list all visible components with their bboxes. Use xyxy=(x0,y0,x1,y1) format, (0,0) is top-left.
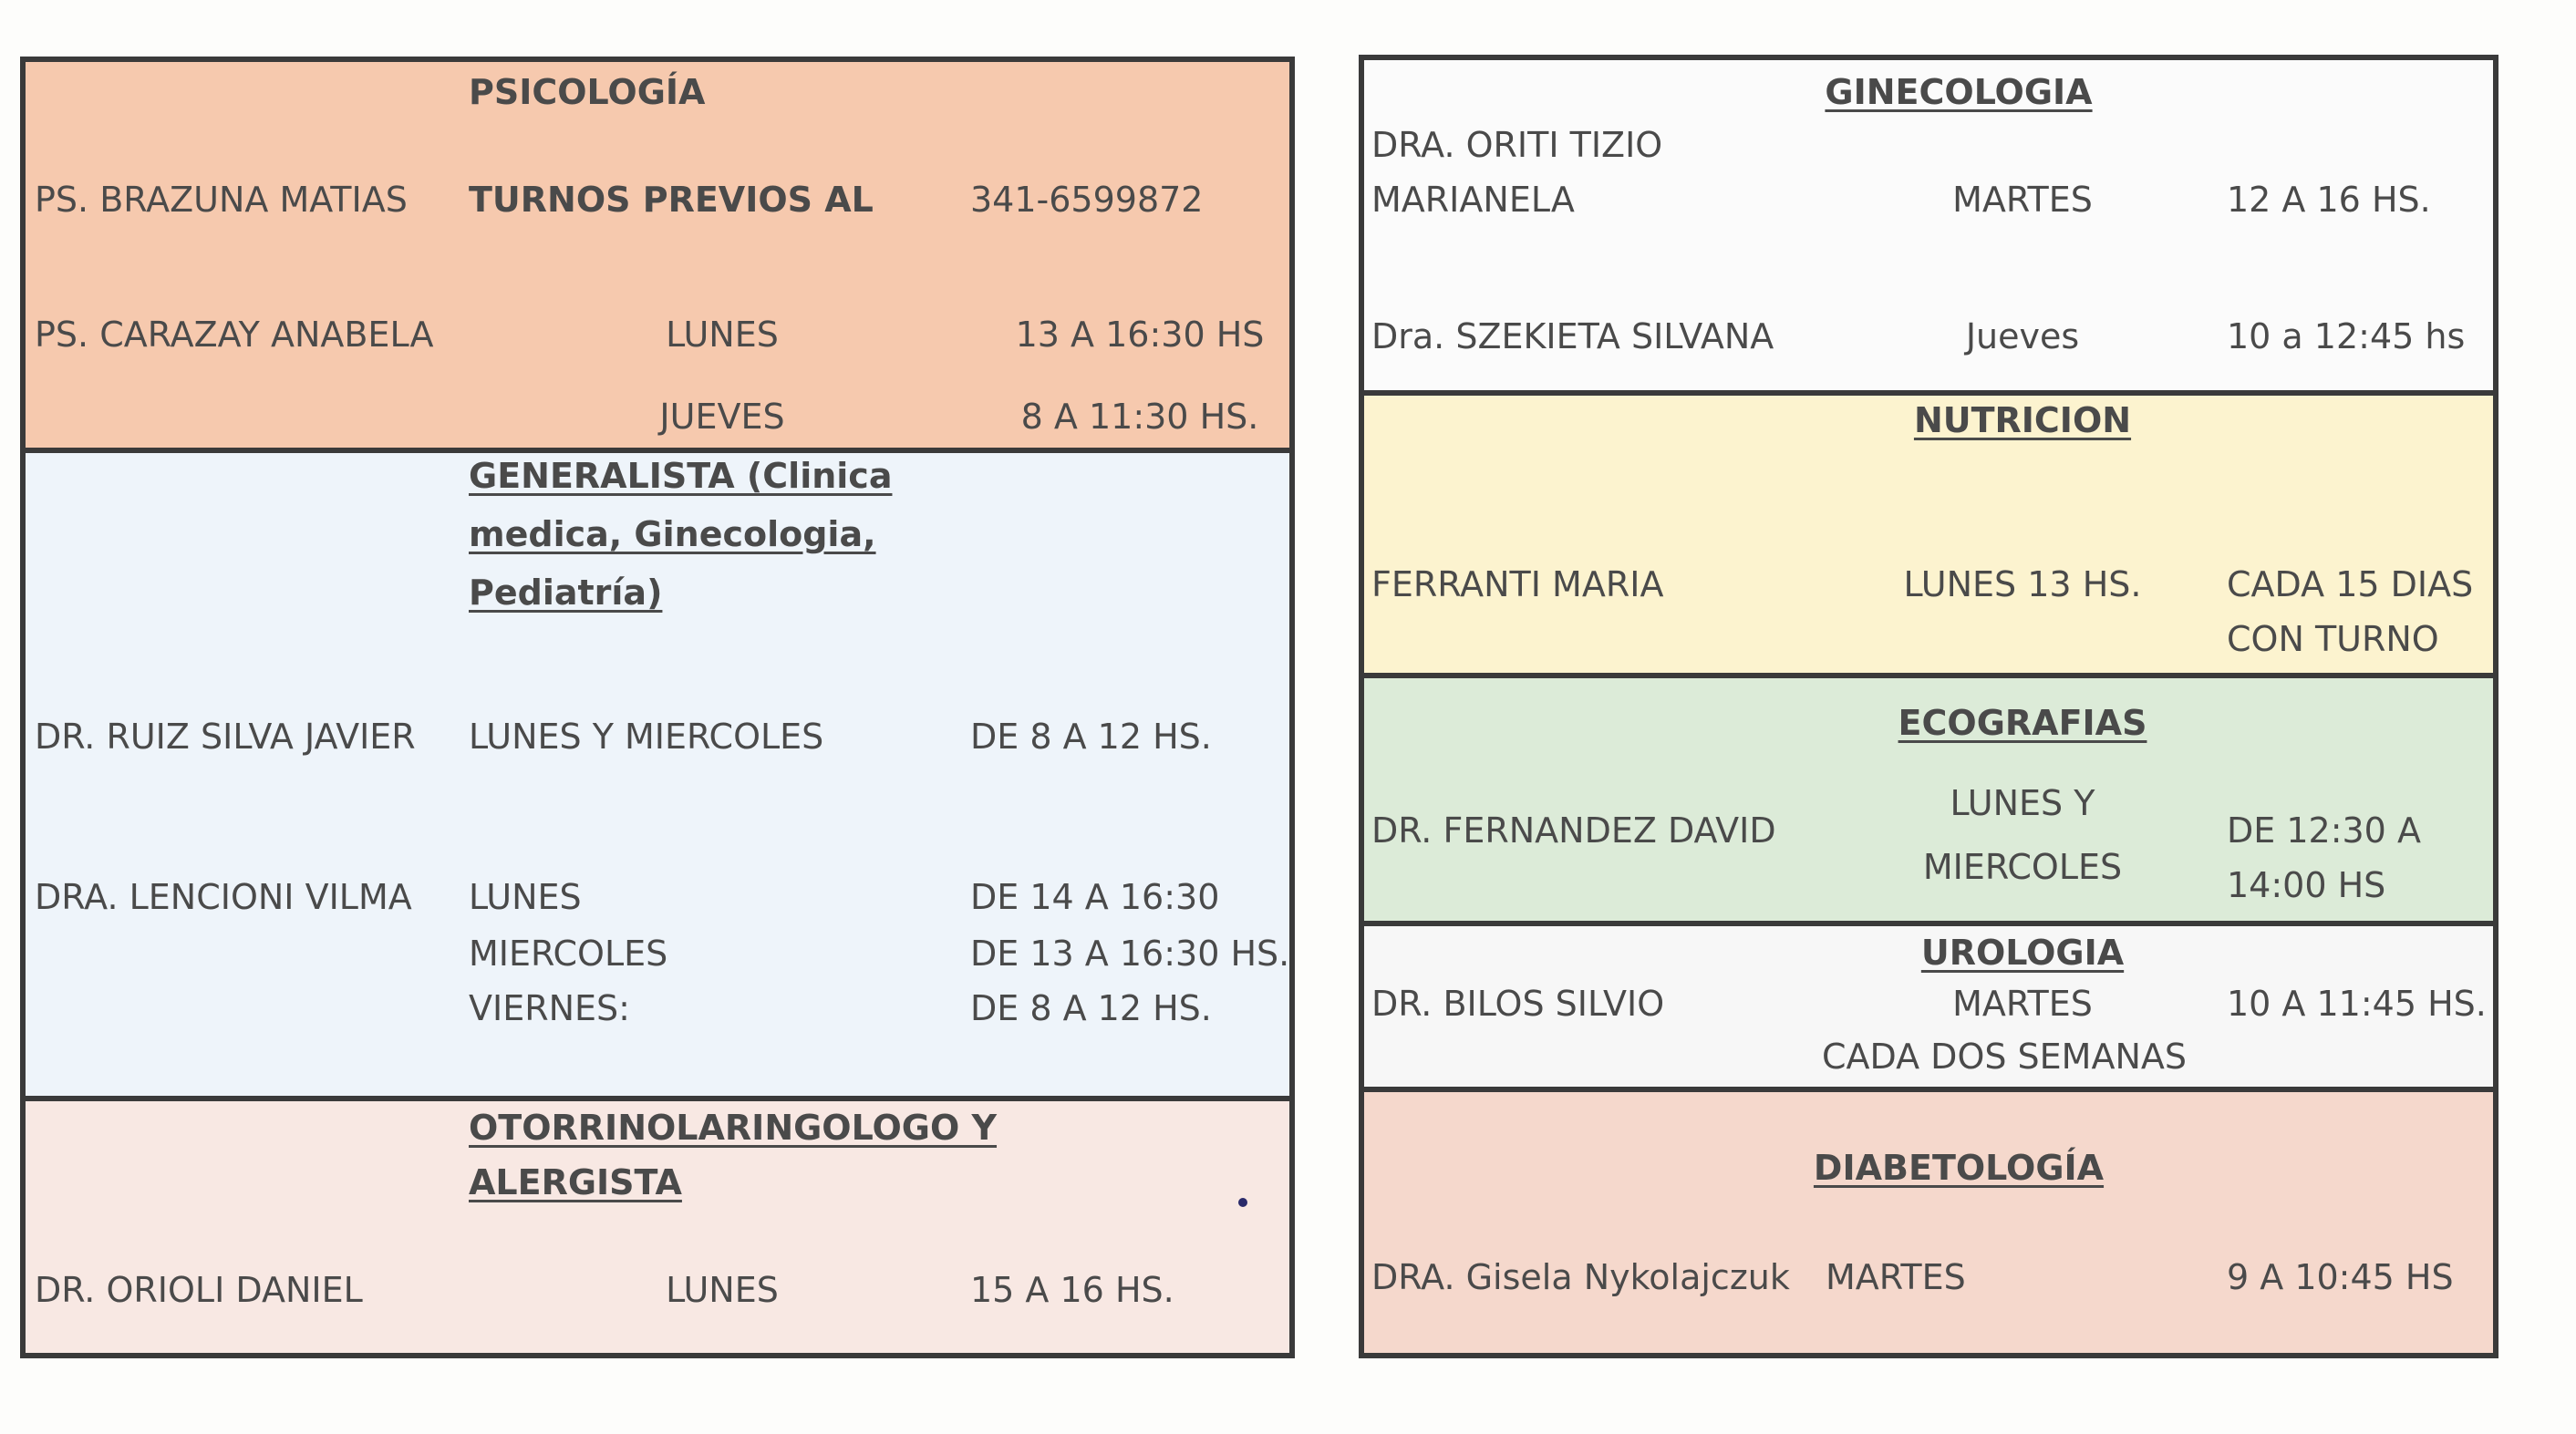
urologia-title: UROLOGIA xyxy=(1920,933,2125,973)
generalista-time-viernes: DE 8 A 12 HS. xyxy=(970,988,1212,1028)
nutricion-day: LUNES 13 HS. xyxy=(1903,564,2142,604)
generalista-time-miercoles: DE 13 A 16:30 HS. xyxy=(970,934,1290,974)
generalista-name-ruiz: DR. RUIZ SILVA JAVIER xyxy=(35,717,416,757)
generalista-day-miercoles: MIERCOLES xyxy=(469,934,668,974)
ginecologia-title: GINECOLOGIA xyxy=(1825,72,2093,112)
generalista-name-lencioni: DRA. LENCIONI VILMA xyxy=(35,877,412,917)
ecografias-days-line2: MIERCOLES xyxy=(1922,847,2123,887)
diabetologia-day-martes: MARTES xyxy=(1826,1257,1966,1297)
psicologia-turnos-note: TURNOS PREVIOS AL xyxy=(469,180,874,220)
ecografias-days-line1: LUNES Y xyxy=(1950,783,2095,823)
psicologia-name-carazay: PS. CARAZAY ANABELA xyxy=(35,315,434,355)
ecografias-title: ECOGRAFIAS xyxy=(1898,703,2147,743)
right-schedule-table xyxy=(1359,55,2498,1358)
psicologia-title: PSICOLOGÍA xyxy=(469,72,706,112)
ginecologia-day-jueves: Jueves xyxy=(1965,316,2080,356)
section-diabetologia xyxy=(1364,1087,2493,1353)
ginecologia-name-oriti-line1: DRA. ORITI TIZIO xyxy=(1371,125,1663,165)
generalista-title-line1: GENERALISTA (Clinica xyxy=(469,456,893,496)
generalista-day-viernes: VIERNES: xyxy=(469,988,630,1028)
generalista-days-ruiz: LUNES Y MIERCOLES xyxy=(469,717,824,757)
nutricion-frequency-line2: CON TURNO xyxy=(2227,619,2439,659)
urologia-frequency: CADA DOS SEMANAS xyxy=(1821,1037,2188,1077)
otorrino-name-orioli: DR. ORIOLI DANIEL xyxy=(35,1270,363,1310)
ginecologia-name-oriti-line2: MARIANELA xyxy=(1371,180,1575,220)
section-nutricion xyxy=(1364,390,2493,673)
otorrino-title-line2: ALERGISTA xyxy=(469,1162,682,1202)
urologia-time: 10 A 11:45 HS. xyxy=(2227,984,2487,1024)
ecografias-time-line1: DE 12:30 A xyxy=(2227,810,2421,851)
otorrino-day-lunes: LUNES xyxy=(666,1270,779,1310)
nutricion-frequency-line1: CADA 15 DIAS xyxy=(2227,564,2474,604)
nutricion-title: NUTRICION xyxy=(1913,400,2132,440)
psicologia-time-lunes: 13 A 16:30 HS xyxy=(1015,315,1265,355)
section-ecografias xyxy=(1364,673,2493,921)
ecografias-name-fernandez: DR. FERNANDEZ DAVID xyxy=(1371,810,1776,851)
ginecologia-name-szekieta: Dra. SZEKIETA SILVANA xyxy=(1371,316,1774,356)
section-ginecologia xyxy=(1364,60,2493,390)
left-schedule-table xyxy=(20,57,1295,1358)
psicologia-name-brazuna: PS. BRAZUNA MATIAS xyxy=(35,180,408,220)
ink-dot xyxy=(1238,1198,1247,1207)
diabetologia-name-nykolajczuk: DRA. Gisela Nykolajczuk xyxy=(1371,1257,1790,1297)
generalista-time-lunes: DE 14 A 16:30 xyxy=(970,877,1220,917)
nutricion-name-ferranti: FERRANTI MARIA xyxy=(1371,564,1664,604)
otorrino-title-line1: OTORRINOLARINGOLOGO Y xyxy=(469,1108,998,1148)
ginecologia-day-martes: MARTES xyxy=(1952,180,2093,220)
psicologia-day-lunes: LUNES xyxy=(666,315,779,355)
generalista-title-line2: medica, Ginecologia, xyxy=(469,514,876,554)
psicologia-phone: 341-6599872 xyxy=(970,180,1204,220)
section-generalista xyxy=(26,448,1289,1096)
ecografias-time-line2: 14:00 HS xyxy=(2227,865,2386,905)
generalista-time-ruiz: DE 8 A 12 HS. xyxy=(970,717,1212,757)
section-otorrino xyxy=(26,1096,1289,1353)
ginecologia-time-martes: 12 A 16 HS. xyxy=(2227,180,2431,220)
ginecologia-time-jueves: 10 a 12:45 hs xyxy=(2227,316,2466,356)
generalista-title-line3: Pediatría) xyxy=(469,573,663,613)
urologia-name-bilos: DR. BILOS SILVIO xyxy=(1371,984,1665,1024)
psicologia-day-jueves: JUEVES xyxy=(659,397,785,437)
section-psicologia xyxy=(26,62,1289,448)
otorrino-time: 15 A 16 HS. xyxy=(970,1270,1174,1310)
section-urologia xyxy=(1364,921,2493,1087)
psicologia-time-jueves: 8 A 11:30 HS. xyxy=(1020,397,1259,437)
urologia-day-martes: MARTES xyxy=(1952,984,2093,1024)
diabetologia-title: DIABETOLOGÍA xyxy=(1813,1148,2105,1188)
diabetologia-time: 9 A 10:45 HS xyxy=(2227,1257,2454,1297)
generalista-day-lunes: LUNES xyxy=(469,877,582,917)
